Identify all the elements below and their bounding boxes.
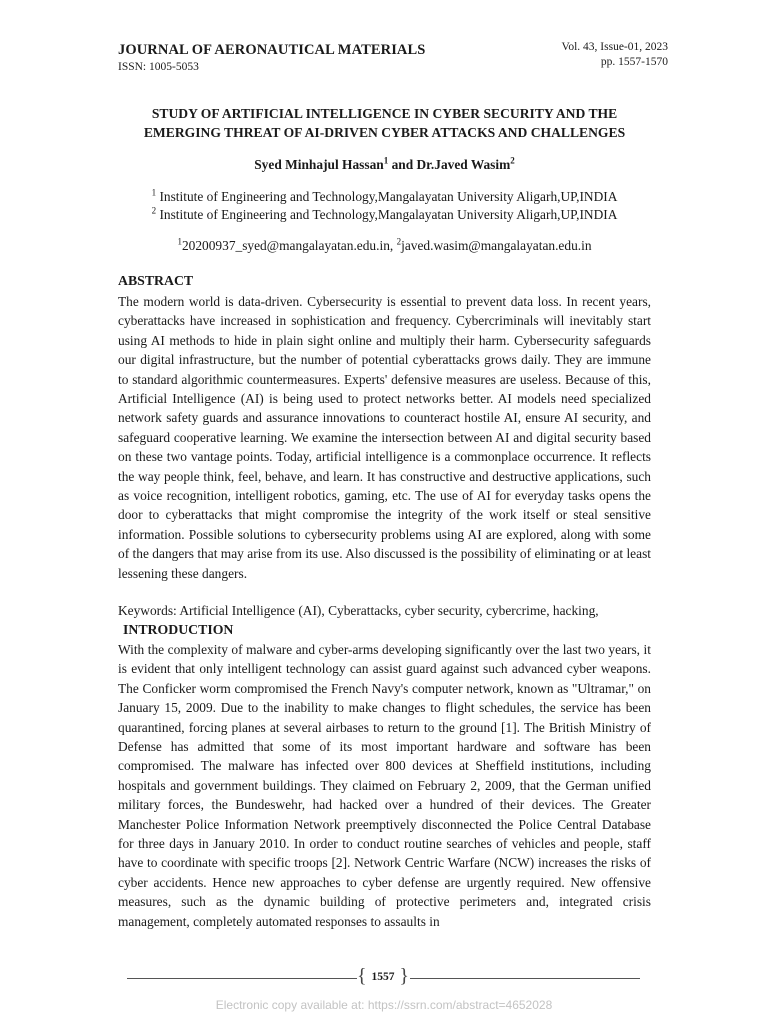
- issn: ISSN: 1005-5053: [118, 61, 199, 73]
- author-joiner: and: [388, 157, 417, 172]
- page-range: pp. 1557-1570: [600, 56, 668, 68]
- keywords: Keywords: Artificial Intelligence (AI), Cyberattacks, cyber security, cybercrime, hacking,: [118, 603, 599, 618]
- email-superscript: 2: [396, 236, 402, 247]
- page-number-box: [357, 964, 409, 990]
- right-brace: }: [399, 965, 409, 987]
- journal-header: [118, 42, 425, 73]
- author-name: Syed Minhajul Hassan: [254, 157, 384, 172]
- affiliations: [118, 188, 651, 224]
- affiliation-superscript: 1: [151, 187, 157, 198]
- author-emails: [118, 238, 651, 254]
- affiliation: [118, 206, 651, 224]
- email-superscript: 1: [177, 236, 182, 247]
- abstract-text: The modern world is data-driven. Cybersecurity is essential to prevent data loss. In recent years, cyberattacks have increased in sophistication and frequency. Cybercriminals will inevitably start using AI methods to hide in plain sight online and multiply their harm. Cybersecurity safeguards our digital infrastructure, but the number of potential cyberattacks grows daily. They are immune to standard algorithmic countermeasures. Experts' defensive measures are useless. Because of this, Artificial Intelligence (AI) is being used to protect networks better. AI models need specialized network safety guards and assurance innovations to counteract hostile AI, ensure AI security, and safeguard cooperative learning. We examine the intersection between AI and digital security based on these two vantage points. Today, artificial intelligence is a commonplace occurrence. It reflects the way people think, feel, behave, and learn. It has constructive and destructive applications, such as voice recognition, intelligent robotics, gaming, etc. The use of AI for everyday tasks opens the door to cyberattacks that might compromise the integrity of the work itself or steal sensitive information. Possible solutions to cybersecurity problems using AI are explored, along with some of the dangers that may arise from its use. Also discussed is the possibility of eliminating or at least lessening these dangers.: [118, 294, 651, 581]
- author-superscript: 1: [383, 155, 389, 166]
- ssrn-watermark[interactable]: Electronic copy available at: https://ssrn.com/abstract=4652028: [215, 998, 553, 1012]
- volume-issue: Vol. 43, Issue-01, 2023: [561, 41, 668, 53]
- email-link[interactable]: javed.wasim@mangalayatan.edu.in: [401, 238, 592, 253]
- author-superscript: 2: [510, 155, 515, 166]
- authors: [118, 157, 651, 173]
- introduction-text: With the complexity of malware and cyber-arms developing significantly over the last two years, it is evident that only intelligent technology can assist guard against such advanced cyber weapons. The Conficker worm compromised the French Navy's computer network, known as "Ultramar," on January 15, 2009. Due to the inability to make changes to flight schedules, the service has been quarantined, forcing planes at several airbases to return to the ground [1]. The British Ministry of Defense has admitted that some of its most important hardware and software has been compromised. The malware has infected over 800 devices at Sheffield institutions, including hospitals and government buildings. They claimed on February 2, 2009, that the German unified military forces, the Bundeswehr, had hacked over a hundred of their devices. The Greater Manchester Police Information Network preemptively disconnected the Police Central Database for three days in January 2010. In order to conduct routine searches of vehicles and people, staff have to coordinate with specific troops [2]. Network Centric Warfare (NCW) increases the risks of cyber accidents. Hence new approaches to cyber defense are urgently required. New offensive measures, such as the dynamic building of protective perimeters and, integrated crisis management, completely automated responses to assaults in: [118, 642, 651, 929]
- introduction-heading: INTRODUCTION: [123, 622, 234, 637]
- page-number: 1557: [371, 971, 395, 983]
- paper-title: [118, 104, 651, 142]
- affiliation-text: Institute of Engineering and Technology,Mangalayatan University Aligarh,UP,INDIA: [156, 207, 618, 222]
- left-brace: {: [357, 965, 367, 987]
- footer-rule-left: [127, 978, 357, 979]
- author-name: Dr.Javed Wasim: [416, 157, 511, 172]
- affiliation-superscript: 2: [151, 205, 157, 216]
- affiliation-text: Institute of Engineering and Technology,Mangalayatan University Aligarh,UP,INDIA: [156, 189, 618, 204]
- volume-info: [562, 40, 668, 70]
- email-link[interactable]: 20200937_syed@mangalayatan.edu.in,: [181, 238, 397, 253]
- journal-title: JOURNAL OF AERONAUTICAL MATERIALS: [118, 42, 426, 58]
- title-line: STUDY OF ARTIFICIAL INTELLIGENCE IN CYBER SECURITY AND THE: [151, 106, 618, 121]
- footer-rule-right: [410, 978, 640, 979]
- affiliation: [118, 188, 651, 206]
- title-line: EMERGING THREAT OF AI-DRIVEN CYBER ATTACKS AND CHALLENGES: [143, 125, 626, 140]
- abstract-heading: ABSTRACT: [118, 273, 194, 288]
